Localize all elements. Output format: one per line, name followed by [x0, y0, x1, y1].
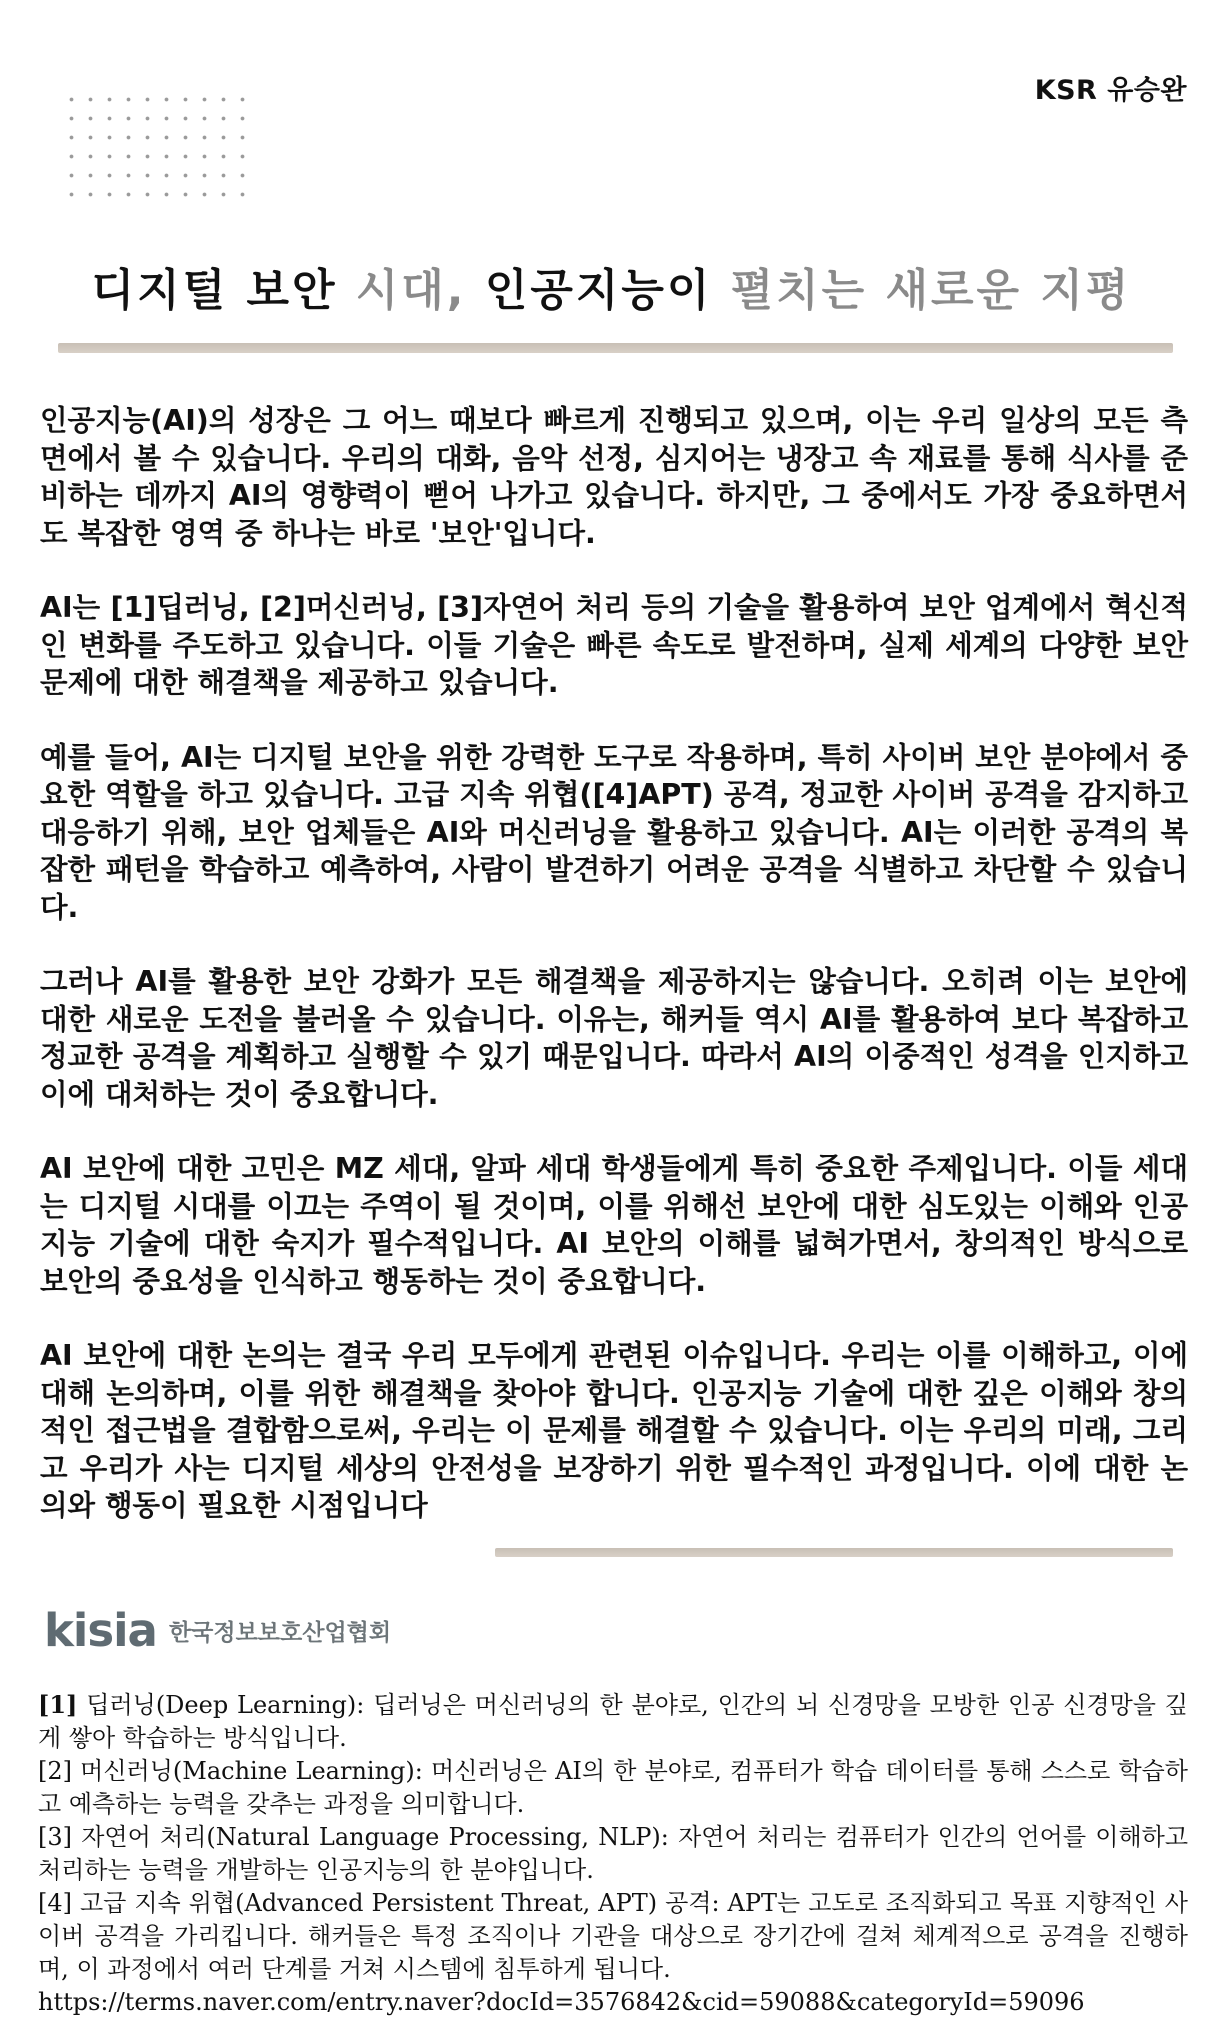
footnote-text: 딥러닝(Deep Learning): 딥러닝은 머신러닝의 한 분야로, 인간의 뇌 신경망을 모방한 인공 신경망을 깊게 쌓아 학습하는 방식입니다. — [38, 1691, 1188, 1752]
paragraph-3: 예를 들어, AI는 디지털 보안을 위한 강력한 도구로 작용하며, 특히 사이버 보안 분야에서 중요한 역할을 하고 있습니다. 고급 지속 위협([4]APT) 공격, 정교한 사이버 공격을 감지하고 대응하기 위해, 보안 업체들은 AI와 머신러닝을 활용하고 있습니다. AI는 이러한 공격의 복잡한 패턴을 학습하고 예측하여, 사람이 발견하기 어려운 공격을 식별하고 차단할 수 있습니다. — [40, 740, 1188, 924]
source-url-link[interactable]: https://terms.naver.com/entry.naver?docId=3576842&cid=59088&categoryId=59096 — [38, 1988, 1085, 2016]
logo-mark: kisia — [44, 1603, 157, 1657]
logo-org-name: 한국정보보호산업협회 — [168, 1619, 392, 1646]
footnote-text: 자연어 처리(Natural Language Processing, NLP): 자연어 처리는 컴퓨터가 인간의 언어를 이해하고 처리하는 능력을 개발하는 인공지능의 한 분야입니다. — [38, 1823, 1188, 1884]
footnote-text: 머신러닝(Machine Learning): 머신러닝은 AI의 한 분야로, 컴퓨터가 학습 데이터를 통해 스스로 학습하고 예측하는 능력을 갖추는 과정을 의미합니다. — [38, 1757, 1188, 1818]
footnote-number: [3] — [38, 1823, 72, 1851]
dot-grid-decoration — [62, 90, 252, 198]
footnote-number: [4] — [38, 1889, 72, 1917]
title-divider — [58, 343, 1173, 353]
footnote-text: 고급 지속 위협(Advanced Persistent Threat, APT) 공격: APT는 고도로 조직화되고 목표 지향적인 사이버 공격을 가리킵니다. 해커들은 특정 조직이나 기관을 대상으로 장기간에 걸쳐 체계적으로 공격을 진행하며, 이 과정에서 여러 단계를 거쳐 시스템에 침투하게 됩니다. — [38, 1889, 1188, 1983]
title-part-3: 인공지능이 — [484, 265, 713, 316]
title-part-1: 디지털 보안 — [91, 265, 338, 316]
footnote-3 — [38, 1821, 1188, 1887]
page-title — [0, 254, 1223, 318]
author-name: KSR 유승완 — [1034, 75, 1187, 106]
footnote-number: [2] — [38, 1757, 72, 1785]
paragraph-4: 그러나 AI를 활용한 보안 강화가 모든 해결책을 제공하지는 않습니다. 오히려 이는 보안에 대한 새로운 도전을 불러올 수 있습니다. 이유는, 해커들 역시 AI를 활용하여 보다 복잡하고 정교한 공격을 계획하고 실행할 수 있기 때문입니다. 따라서 AI의 이중적인 성격을 인지하고 이에 대처하는 것이 중요합니다. — [40, 965, 1188, 1111]
paragraph-1: 인공지능(AI)의 성장은 그 어느 때보다 빠르게 진행되고 있으며, 이는 우리 일상의 모든 측면에서 볼 수 있습니다. 우리의 대화, 음악 선정, 심지어는 냉장고 속 재료를 통해 식사를 준비하는 데까지 AI의 영향력이 뻗어 나가고 있습니다. 하지만, 그 중에서도 가장 중요하면서도 복잡한 영역 중 하나는 바로 '보안'입니다. — [40, 404, 1188, 550]
footnote-4 — [38, 1887, 1188, 1986]
paragraph-2: AI는 [1]딥러닝, [2]머신러닝, [3]자연어 처리 등의 기술을 활용하여 보안 업계에서 혁신적인 변화를 주도하고 있습니다. 이들 기술은 빠른 속도로 발전하며, 실제 세계의 다양한 보안 문제에 대한 해결책을 제공하고 있습니다. — [40, 591, 1188, 699]
paragraph-6: AI 보안에 대한 논의는 결국 우리 모두에게 관련된 이슈입니다. 우리는 이를 이해하고, 이에 대해 논의하며, 이를 위한 해결책을 찾아야 합니다. 인공지능 기술에 대한 깊은 이해와 창의적인 접근법을 결합함으로써, 우리는 이 문제를 해결할 수 있습니다. 이는 우리의 미래, 그리고 우리가 사는 디지털 세상의 안전성을 보장하기 위한 필수적인 과정입니다. 이에 대한 논의와 행동이 필요한 시점입니다 — [40, 1339, 1188, 1522]
paragraph-5: AI 보안에 대한 고민은 MZ 세대, 알파 세대 학생들에게 특히 중요한 주제입니다. 이들 세대는 디지털 시대를 이끄는 주역이 될 것이며, 이를 위해선 보안에 대한 심도있는 이해와 인공지능 기술에 대한 숙지가 필수적입니다. AI 보안의 이해를 넓혀가면서, 창의적인 방식으로 보안의 중요성을 인식하고 행동하는 것이 중요합니다. — [40, 1152, 1188, 1298]
kisia-logo — [44, 1605, 391, 1655]
title-part-2: 시대, — [337, 265, 485, 316]
article-body — [40, 402, 1188, 1562]
footnote-2 — [38, 1755, 1188, 1821]
title-part-4: 펼치는 새로운 지평 — [712, 265, 1132, 316]
body-end-divider — [495, 1548, 1173, 1557]
footnote-1 — [38, 1688, 1188, 1755]
footnotes — [38, 1688, 1188, 2019]
footnote-number: [1] — [38, 1690, 78, 1719]
